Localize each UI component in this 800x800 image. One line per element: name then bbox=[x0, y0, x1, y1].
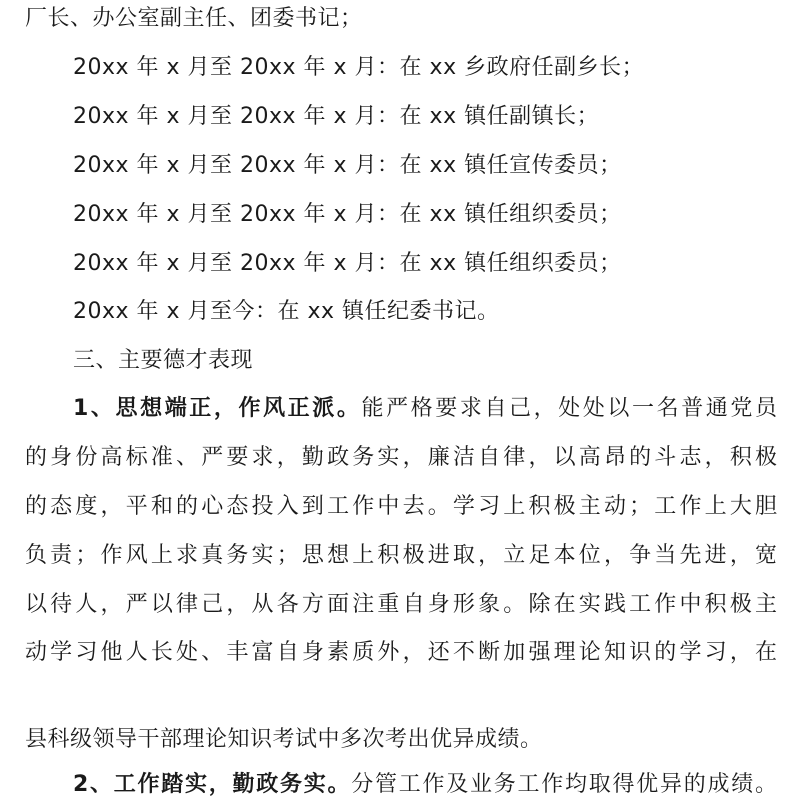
section-heading: 三、主要德才表现 bbox=[73, 348, 254, 373]
paragraph-text: 能严格要求自己，处处以一名普通党员 bbox=[361, 396, 777, 421]
text-line: 厂长、办公室副主任、团委书记； bbox=[25, 6, 363, 31]
paragraph-first-line bbox=[73, 770, 777, 800]
text-line: 20xx 年 x 月至 20xx 年 x 月：在 xx 乡政府任副乡长； bbox=[73, 55, 645, 80]
paragraph-line: 以待人，严以律己，从各方面注重自身形象。除在实践工作中积极主 bbox=[25, 592, 777, 617]
text-line: 20xx 年 x 月至 20xx 年 x 月：在 xx 镇任宣传委员； bbox=[73, 153, 622, 178]
paragraph-heading: 1、思想端正，作风正派。 bbox=[73, 396, 362, 421]
text-line: 20xx 年 x 月至 20xx 年 x 月：在 xx 镇任组织委员； bbox=[73, 202, 622, 227]
paragraph-heading: 2、工作踏实，勤政务实。 bbox=[73, 772, 352, 797]
paragraph-line: 的身份高标准、严要求，勤政务实，廉洁自律，以高昂的斗志，积极 bbox=[25, 445, 777, 470]
paragraph-text: 分管工作及业务工作均取得优异的成绩。 bbox=[351, 772, 777, 797]
paragraph-line: 动学习他人长处、丰富自身素质外，还不断加强理论知识的学习，在 bbox=[25, 640, 777, 665]
paragraph-line: 县科级领导干部理论知识考试中多次考出优异成绩。 bbox=[25, 727, 543, 752]
paragraph-line: 的态度，平和的心态投入到工作中去。学习上积极主动；工作上大胆 bbox=[25, 494, 777, 519]
text-line: 20xx 年 x 月至今：在 xx 镇任纪委书记。 bbox=[73, 299, 500, 324]
text-line: 20xx 年 x 月至 20xx 年 x 月：在 xx 镇任副镇长； bbox=[73, 104, 600, 129]
paragraph-first-line bbox=[73, 394, 777, 424]
text-line: 20xx 年 x 月至 20xx 年 x 月：在 xx 镇任组织委员； bbox=[73, 251, 622, 276]
paragraph-line: 负责；作风上求真务实；思想上积极进取，立足本位，争当先进，宽 bbox=[25, 543, 777, 568]
